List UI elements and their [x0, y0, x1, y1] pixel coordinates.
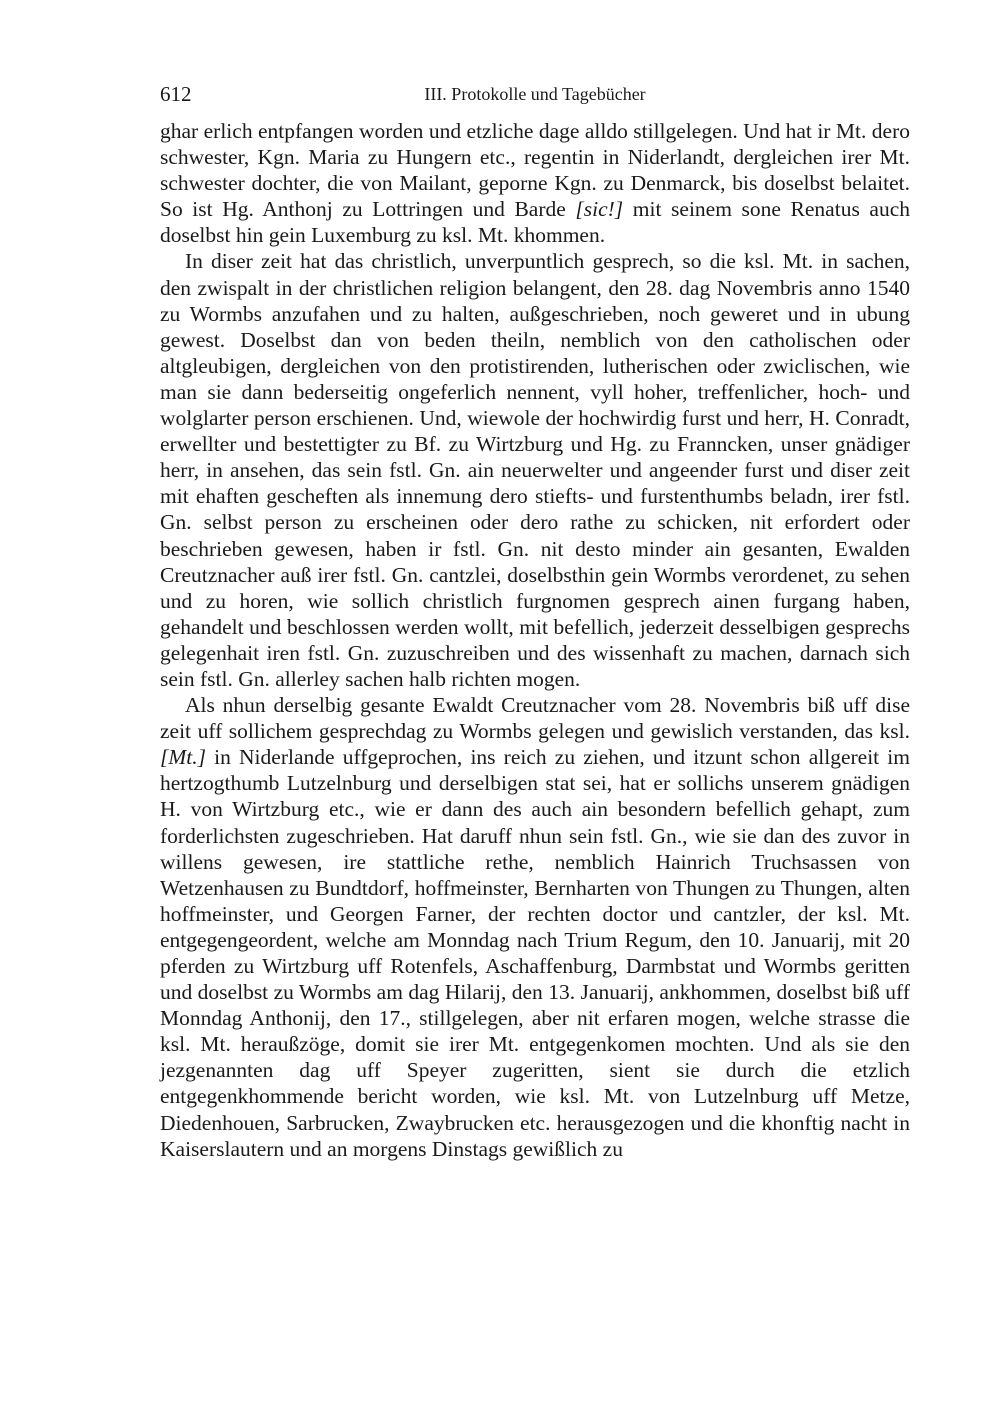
paragraph-1-text-a: ghar erlich entpfangen worden und etzliche dage alldo stillgelegen. Und hat ir Mt. dero schwester, Kgn. Maria zu Hungern etc., regentin in Niderlandt, dergleichen irer Mt. schwester dochter, die von Mailant, geporne Kgn. zu Denmarck, bis doselbst belaitet. So ist Hg. Anthonj zu Lottringen und Barde — [160, 119, 910, 222]
editorial-note-sic: [sic!] — [575, 197, 624, 222]
paragraph-2-text: In diser zeit hat das christlich, unverpuntlich gesprech, so die ksl. Mt. in sachen, den zwispalt in der christlichen religion belangent, den 28. dag Novembris anno 1540 zu Wormbs anzufahen und zu halten, außgeschrieben, noch geweret und in ubung gewest. Doselbst dan von beden theiln, nemblich von den catholischen oder altgleubigen, dergleichen von den protistirenden, lutherischen oder zwiclischen, wie man sie dann bederseitig ongeferlich nennent, vyll hoher, treffenlicher, hoch- und wolglarter person erschienen. Und, wiewole der hochwirdig furst und herr, H. Conradt, erwellter und bestettigter zu Bf. zu Wirtzburg und Hg. zu Franncken, unser gnädiger herr, in ansehen, das sein fstl. Gn. ain neuerwelter und angeender furst und diser zeit mit ehaften gescheften als innemung dero stiefts- und furstenthumbs beladn, irer fstl. Gn. selbst person zu erscheinen oder dero rathe zu schicken, nit erfordert oder beschrieben gewesen, haben ir fstl. Gn. nit desto minder ain gesanten, Ewalden Creutznacher auß irer fstl. Gn. cantzlei, doselbsthin gein Wormbs verordenet, zu sehen und zu horen, wie sollich christlich furgnomen gesprech ainen furgang haben, gehandelt und beschlossen werden wollt, mit befellich, jederzeit desselbigen gesprechs gelegenhait iren fstl. Gn. zuzuschreiben und des wissenhaft zu machen, darnach sich sein fstl. Gn. allerley sachen halb richten mogen. — [160, 249, 910, 691]
paragraph-3 — [160, 692, 910, 1162]
document-page — [160, 78, 910, 1162]
page-header — [160, 78, 910, 110]
body-text — [160, 118, 910, 1162]
page-number: 612 — [160, 82, 192, 106]
paragraph-3-text-a: Als nhun derselbig gesante Ewaldt Creutznacher vom 28. Novembris biß uff dise zeit uff sollichem gesprechdag zu Wormbs gelegen und gewislich verstanden, das ksl. — [160, 693, 910, 744]
paragraph-3-text-b: in Niderlande uffgeprochen, ins reich zu ziehen, und itzunt schon allgereit im hertzogthumb Lutzelnburg und derselbigen stat sei, hat er sollichs unserem gnädigen H. von Wirtzburg etc., wie er dann des auch ain besondern befellich gehapt, zum forderlichsten zugeschrieben. Hat daruff nhun sein fstl. Gn., wie sie dan des zuvor in willens gewesen, ire stattliche rethe, nemblich Hainrich Truchsassen von Wetzenhausen zu Bundtdorf, hoffmeinster, Bernharten von Thungen zu Thungen, alten hoffmeinster, und Georgen Farner, der rechten doctor und cantzler, der ksl. Mt. entgegengeordent, welche am Monndag nach Trium Regum, den 10. Januarij, mit 20 pferden zu Wirtzburg uff Rotenfels, Aschaffenburg, Darmbstat und Wormbs geritten und doselbst zu Wormbs am dag Hilarij, den 13. Januarij, ankhommen, doselbst biß uff Monndag Anthonij, den 17., stillgelegen, aber nit erfaren mogen, welche strasse die ksl. Mt. heraußzöge, domit sie irer Mt. entgegenkomen mochten. Und als sie den jezgenannten dag uff Speyer zugeritten, sient sie durch die etzlich entgegenkhommende bericht worden, wie ksl. Mt. von Lutzelnburg uff Metze, Diedenhouen, Sarbrucken, Zwaybrucken etc. herausgezogen und die khonftig nacht in Kaiserslautern und an morgens Dinstags gewißlich zu — [160, 745, 910, 1161]
paragraph-1-text-b: mit seinem sone Renatus auch doselbst hin gein Luxemburg zu ksl. Mt. khommen. — [160, 197, 910, 248]
running-head: III. Protokolle und Tagebücher — [424, 84, 646, 104]
paragraph-2 — [160, 248, 910, 692]
editorial-note-mt: [Mt.] — [160, 745, 206, 770]
paragraph-1 — [160, 118, 910, 248]
